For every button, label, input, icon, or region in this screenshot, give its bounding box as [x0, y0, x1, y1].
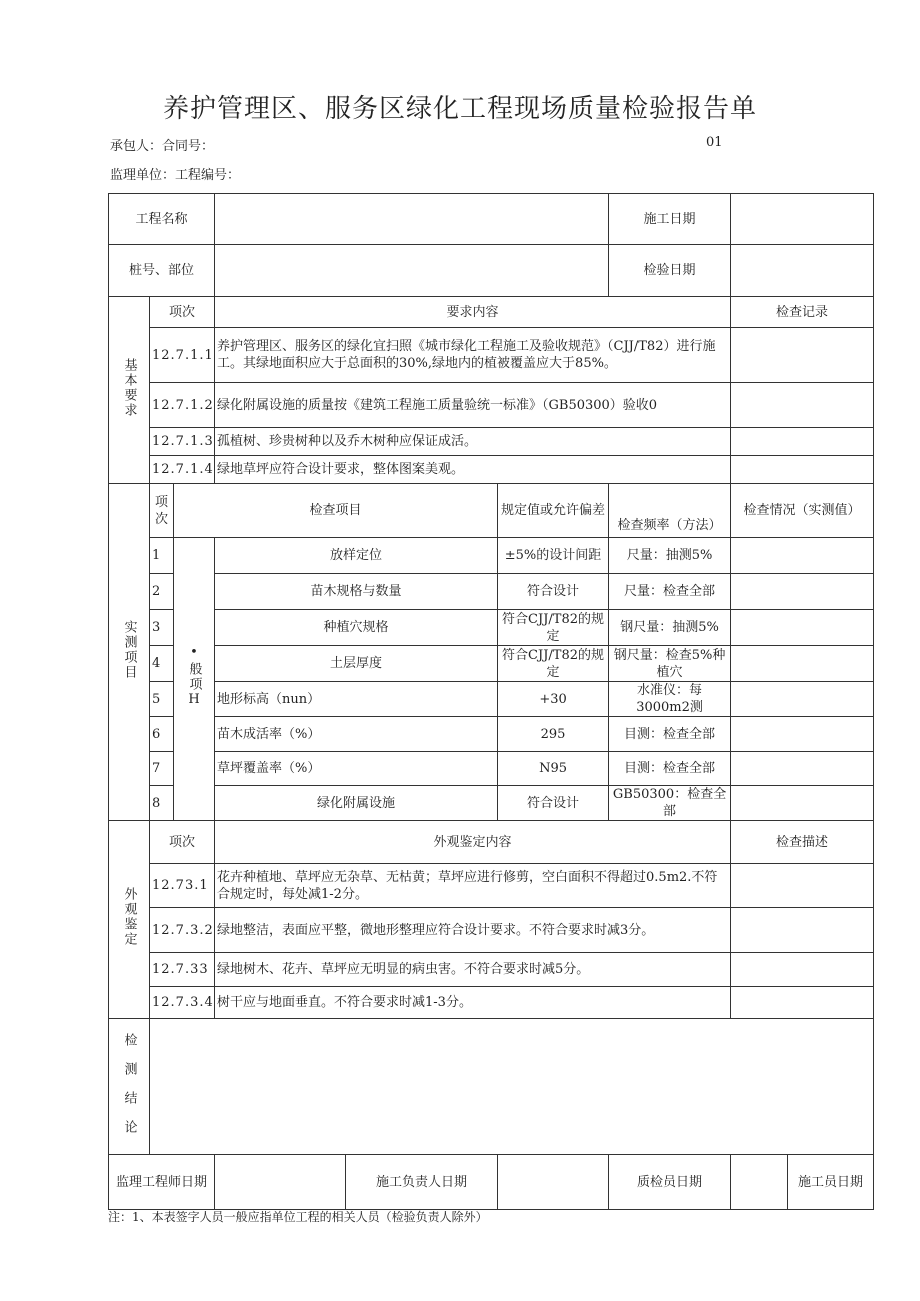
conclusion-label: 检测结论: [109, 1019, 150, 1155]
requirement-text: 养护管理区、服务区的绿化宜扫照《城市绿化工程施工及验收规范》（CJJ/T82）进行施工。其绿地面积应大于总面积的30%,绿地内的植被覆盖应大于85%。: [215, 328, 731, 383]
item-number: 4: [150, 646, 174, 682]
check-method: 钢尺量：检查5%种植穴: [609, 646, 731, 682]
basic-section-label: 基本要求: [109, 297, 150, 484]
table-row: [109, 864, 874, 908]
tolerance: 符合CJJ/T82的规定: [498, 646, 609, 682]
appearance-col-desc: 检查描述: [731, 821, 874, 864]
supervisor-signature-field[interactable]: [215, 1155, 346, 1210]
supervisor-line: 监理单位：工程编号：: [110, 168, 241, 183]
check-method: GB50300：检查全部: [609, 786, 731, 821]
tolerance: +30: [498, 682, 609, 717]
item-code: 12.7.1.2: [150, 383, 215, 428]
table-row: [109, 908, 874, 953]
actual-value-field[interactable]: [731, 574, 874, 610]
tolerance: N95: [498, 752, 609, 786]
basic-col-content: 要求内容: [215, 297, 731, 328]
item-code: 12.73.1: [150, 864, 215, 908]
actual-value-field[interactable]: [731, 646, 874, 682]
measured-col-actual: 检查情况（实测值）: [731, 484, 874, 538]
appearance-text: 树干应与地面垂直。不符合要求时减1-3分。: [215, 987, 731, 1019]
measured-col-tolerance: 规定值或允许偏差: [498, 484, 609, 538]
project-name-field[interactable]: [215, 194, 609, 245]
item-number: 6: [150, 717, 174, 752]
serial-number: 01: [706, 135, 723, 150]
description-field[interactable]: [731, 908, 874, 953]
construction-date-label: 施工日期: [609, 194, 731, 245]
item-number: 8: [150, 786, 174, 821]
check-item: 草坪覆盖率（%）: [215, 752, 498, 786]
footnote: 注：1、本表签字人员一般应指单位工程的相关人员（检验负责人除外）: [108, 1210, 488, 1224]
check-method: 目测：检查全部: [609, 717, 731, 752]
table-row: [109, 538, 874, 574]
check-item: 地形标高（nun）: [215, 682, 498, 717]
inspection-date-field[interactable]: [731, 245, 874, 297]
item-number: 5: [150, 682, 174, 717]
item-code: 12.7.33: [150, 953, 215, 987]
project-name-label: 工程名称: [109, 194, 215, 245]
description-field[interactable]: [731, 953, 874, 987]
construction-date-field[interactable]: [731, 194, 874, 245]
item-code: 12.7.3.4: [150, 987, 215, 1019]
description-field[interactable]: [731, 987, 874, 1019]
check-item: 绿化附属设施: [215, 786, 498, 821]
actual-value-field[interactable]: [731, 538, 874, 574]
constructor-label: 施工员日期: [788, 1155, 874, 1210]
record-field[interactable]: [731, 456, 874, 484]
inspection-form: [108, 193, 874, 1210]
conclusion-field[interactable]: [150, 1019, 874, 1155]
actual-value-field[interactable]: [731, 786, 874, 821]
item-number: 3: [150, 610, 174, 646]
actual-value-field[interactable]: [731, 717, 874, 752]
tolerance: 符合设计: [498, 574, 609, 610]
item-code: 12.7.1.3: [150, 428, 215, 456]
check-method: 水准仪：每3000m2测: [609, 682, 731, 717]
requirement-text: 绿化附属设施的质量按《建筑工程施工质量验统一标准》（GB50300）验收0: [215, 383, 731, 428]
actual-value-field[interactable]: [731, 752, 874, 786]
appearance-text: 绿地树木、花卉、草坪应无明显的病虫害。不符合要求时减5分。: [215, 953, 731, 987]
table-row: [109, 646, 874, 682]
check-method: 尺量：检查全部: [609, 574, 731, 610]
measured-col-item: 项次: [150, 484, 174, 538]
measured-section-label: 实测项目: [109, 484, 150, 821]
tolerance: 符合设计: [498, 786, 609, 821]
item-number: 7: [150, 752, 174, 786]
contractor-line: 承包人：合同号：: [110, 139, 215, 154]
table-row: [109, 383, 874, 428]
requirement-text: 绿地草坪应符合设计要求，整体图案美观。: [215, 456, 731, 484]
check-item: 苗木成活率（%）: [215, 717, 498, 752]
item-number: 2: [150, 574, 174, 610]
page-title: 养护管理区、服务区绿化工程现场质量检验报告单: [162, 94, 757, 124]
measured-col-frequency: 检查频率（方法）: [609, 484, 731, 538]
supervisor-signature-label: 监理工程师日期: [109, 1155, 215, 1210]
record-field[interactable]: [731, 383, 874, 428]
check-item: 种植穴规格: [215, 610, 498, 646]
table-row: [109, 953, 874, 987]
tolerance: 295: [498, 717, 609, 752]
quality-inspector-field[interactable]: [731, 1155, 788, 1210]
table-row: [109, 328, 874, 383]
item-number: 1: [150, 538, 174, 574]
check-method: 目测：检查全部: [609, 752, 731, 786]
table-row: [109, 610, 874, 646]
construction-lead-field[interactable]: [498, 1155, 609, 1210]
description-field[interactable]: [731, 864, 874, 908]
check-method: 尺量：抽测5%: [609, 538, 731, 574]
tolerance: ±5%的设计间距: [498, 538, 609, 574]
check-item: 土层厚度: [215, 646, 498, 682]
item-code: 12.7.1.1: [150, 328, 215, 383]
inspection-date-label: 检验日期: [609, 245, 731, 297]
appearance-text: 花卉种植地、草坪应无杂草、无枯黄；草坪应进行修剪，空白面积不得超过0.5m2.不符合规定时，每处减1-2分。: [215, 864, 731, 908]
table-row: [109, 786, 874, 821]
requirement-text: 孤植树、珍贵树种以及乔木树种应保证成活。: [215, 428, 731, 456]
appearance-col-content: 外观鉴定内容: [215, 821, 731, 864]
basic-col-record: 检查记录: [731, 297, 874, 328]
appearance-section-label: 外观鉴定: [109, 821, 150, 1019]
table-row: [109, 752, 874, 786]
table-row: [109, 717, 874, 752]
table-row: [109, 456, 874, 484]
record-field[interactable]: [731, 328, 874, 383]
table-row: [109, 987, 874, 1019]
basic-col-item: 项次: [150, 297, 215, 328]
table-row: [109, 428, 874, 456]
station-label: 桩号、部位: [109, 245, 215, 297]
appearance-text: 绿地整洁，表面应平整，微地形整理应符合设计要求。不符合要求时减3分。: [215, 908, 731, 953]
measured-col-check: 检查项目: [174, 484, 498, 538]
table-row: [109, 682, 874, 717]
appearance-col-item: 项次: [150, 821, 215, 864]
item-code: 12.7.1.4: [150, 456, 215, 484]
record-field[interactable]: [731, 428, 874, 456]
check-method: 钢尺量：抽测5%: [609, 610, 731, 646]
table-row: [109, 574, 874, 610]
check-item: 放样定位: [215, 538, 498, 574]
construction-lead-label: 施工负责人日期: [346, 1155, 498, 1210]
station-field[interactable]: [215, 245, 609, 297]
actual-value-field[interactable]: [731, 610, 874, 646]
actual-value-field[interactable]: [731, 682, 874, 717]
item-code: 12.7.3.2: [150, 908, 215, 953]
check-item: 苗木规格与数量: [215, 574, 498, 610]
tolerance: 符合CJJ/T82的规定: [498, 610, 609, 646]
quality-inspector-label: 质检员日期: [609, 1155, 731, 1210]
measured-group-label: •般项H: [174, 538, 215, 821]
